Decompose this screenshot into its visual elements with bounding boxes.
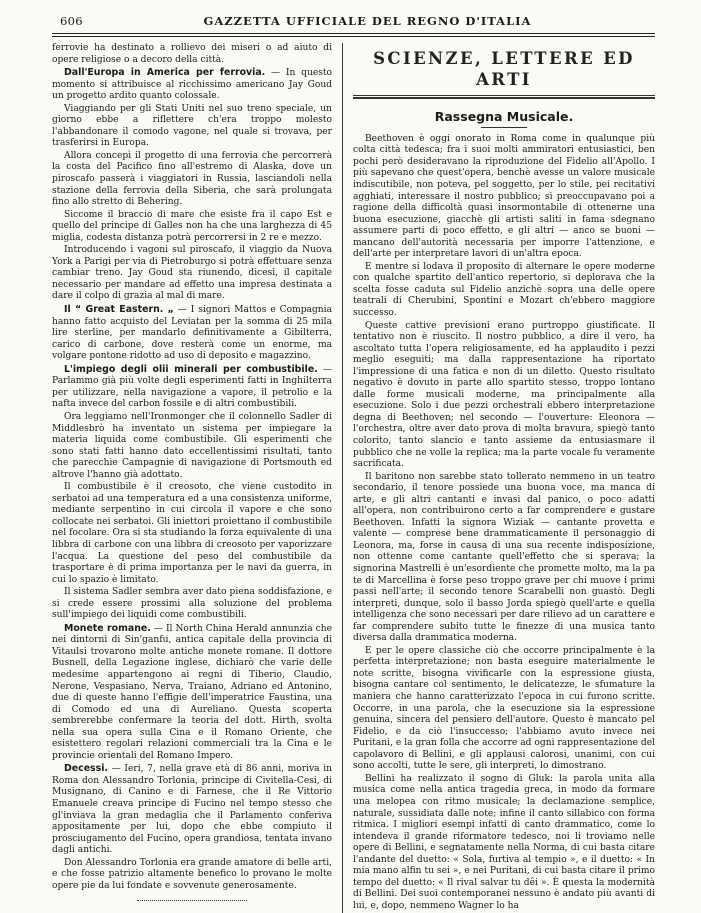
article-text: — Parlammo già più volte degli esperimenti fatti in Inghilterra per utilizzare, nella navigazione a vapore, il petrolio e la nafta invece del carbon fossile e di altri combustibili. xyxy=(52,364,332,410)
page-header xyxy=(52,14,655,28)
section-rule-thick xyxy=(353,97,655,99)
article-paragraph: E mentre si lodava il proposito di alternare le opere moderne con qualche spartito dell'antico repertorio, si deplorava che la scelta fosse caduta sul Fidelio anzichè sopra una delle opere teatrali di Cherubini, Spontini e Mozart ch'ebbero maggiore successo. xyxy=(353,261,655,318)
article-olii-p0 xyxy=(52,364,332,411)
article-paragraph: Allora concepì il progetto di una ferrovia che percorrerà la costa del Pacifico fino all'estremo di Alaska, dove un piroscafo passerà i viaggiatori in Russia, lasciandoli nella stazione della ferrovia della Siberia, che sarà prolungata fino allo stretto di Behering. xyxy=(52,150,332,208)
article-text: — In questo momento si attribuisce al ricchissimo americano Jay Goud un progetto ardito quanto colossale. xyxy=(52,68,332,102)
article-paragraph: Il combustibile è il creosoto, che viene custodito in serbatoi ad una temperatura ed a una consistenza uniforme, mediante serpentino in cui circola il vapore e che sono collocate nei serbatoi. Gli iniettori proiettano il combustibile nel focolare. Ora si sta studiando la forza equivalente di una libbra di carbone con una libbra di creosoto per vaporizzare l'acqua. La questione del peso del combustibile da trasportare è di prima importanza per le navi da guerra, in cui lo spazio è limitato. xyxy=(52,482,332,585)
article-monete-p0 xyxy=(52,623,332,763)
article-text: — Il North China Herald annunzia che nei dintorni di Sin'ganfu, antica capitale della provincia di Vitaulsi trovarono molte antiche monete romane. Il dottore Busnell, della Legazione inglese, dichiarò che varie delle medesime appartengono ai regni di Tiberio, Claudio, Nerone, Vespasiano, Nerva, Traiano, Adriano ed Antonino, due di queste hanno l'effigie dell'imperatrice Faustina, una di Comodo ed una di Aureliano. Questa scoperta sembrerebbe confermare la teoria del dott. Hirth, svolta nella sua opera sulla Cina e il Romano Oriente, che esistettero regolari relazioni commerciali tra la Cina e le provincie orientali del Romano Impero. xyxy=(52,623,332,761)
article-paragraph: Don Alessandro Torlonia era grande amatore di belle arti, e che fosse patrizio altamente benefico lo provano le molte opere pie da lui fondate e sovvenute generosamente. xyxy=(52,857,332,891)
article-heading-decessi: Decessi. xyxy=(64,763,108,775)
article-great-eastern-p0 xyxy=(52,304,332,363)
intro-fragment: ferrovie ha destinato a rollievo dei miseri o ad aiuto di opere religiose o a decoro della città. xyxy=(52,43,332,65)
article-title: Rassegna Musicale. xyxy=(434,108,574,124)
article-paragraph: Bellini ha realizzato il sogno di Gluk: la parola unita alla musica come nella antica tragedia greca, in modo da formare una melopea con ritmo musicale; la declamazione semplice, naturale, sussidiata dalle note; infine il canto sillabico con forma ritmica. I migliori esempi infatti di canto drammatico, come lo intendeva il grande riformatore tedesco, noi li troviamo nelle opere di Bellini, e segnatamente nella Norma, di cui basta citare l'andante del duetto: « Sola, furtiva al tempio », e il duetto: « In mia mano alfin tu sei », e nei Puritani, di cui basta citare il primo tempo del duetto: « Il rival salvar tu dêi ». È questa la modernità di Bellini. Dei suoi contemporanei nessuno è andato più avanti di lui, e, dopo, nemmeno Wagner lo ha xyxy=(353,773,655,911)
article-paragraph: Beethoven è oggi onorato in Roma come in qualunque più colta città tedesca; fra i suoi molti ammiratori entusiastici, ben pochi però desideravano la riproduzione del Fidelio all'Apollo. I più sapevano che quest'opera, benchè avesse un valore musicale indiscutibile, non poteva, pel soggetto, per lo stile, pei recitativi agghiati, interessare il nostro pubblico; si preoccupavano poi a ragione della difficoltà quasi insormontabile di ottenerne una buona esecuzione, giacchè gli artisti saliti in fama sdegnano assumere parti di poco effetto, e gli altri — anco se buoni — mancano dell'autorità necessaria per imporre l'attenzione, e dell'arte per interpretare lavori di un'altra epoca. xyxy=(353,133,655,260)
article-text: — I signori Mattos e Compagnia hanno fatto acquisto del Leviatan per la somma di 25 mila lire sterline, per mandarlo definitivamente a Gibilterra, carico di carbone, dove resterà come un enorme, ma volgare pontone ridotto ad uso di deposito e magazzino. xyxy=(52,305,332,362)
article-paragraph: Viaggiando per gli Stati Uniti nel suo treno speciale, un giorno ebbe a riflettere ch'era troppo molesto l'abbandonare il comodo vagone, nel quale si trovava, per trasferirsi in Europa. xyxy=(52,103,332,149)
header-rule-thin xyxy=(52,36,655,37)
section-title: SCIENZE, LETTERE ED ARTI xyxy=(373,49,635,89)
article-europa-p0 xyxy=(52,67,332,103)
article-paragraph: Il baritono non sarebbe stato tollerato nemmeno in un teatro secondario, il tenore possiede una buona voce, ma manca di arte, e gli altri cantanti e invasi dal panico, o poco adatti all'opera, non contribuirono certo a far comprendere e gustare Beethoven. Infatti la signora Wiziak — cantante provetta e valente — comprese bene drammaticamente il personaggio di Leonora, ma, forse in causa di una sua recente indisposizione, non ottenne come cantante quell'effetto che si sperava; la signorina Mastrelli è un'esordiente che promette molto, ma la pa te di Marcellina è forse peso troppo grave per chi muove i primi passi nell'arte; il secondo tenore Scarabelli non guastò. Degli interpreti, dunque, solo il basso Jorda spiegò quell'arte e quella intelligenza che sono necessari per dare rilievo ad un carattere e far comprendere subito tutte le finezze di una musica tanto diversa dalla drammatica moderna. xyxy=(353,471,655,644)
columns xyxy=(52,43,655,913)
article-decessi-p0 xyxy=(52,763,332,856)
article-heading-europa: Dall'Europa in America per ferrovia. xyxy=(64,67,266,79)
masthead-title: GAZZETTA UFFICIALE DEL REGNO D'ITALIA xyxy=(203,14,532,28)
title-underline xyxy=(481,127,527,128)
article-paragraph: Introducendo i vagoni sul piroscafo, il viaggio da Nuova York a Parigi per via di Pietroburgo si potrà effettuare senza cambiar treno. Jay Goud sta riunendo, dicesi, il capitale necessario per mandare ad effetto una impresa destinata a dare il colpo di grazia al mal di mare. xyxy=(52,245,332,302)
page-number: 606 xyxy=(60,14,83,28)
article-paragraph: Siccome il braccio di mare che esiste fra il capo Est e quello del principe di Galles non ha che una larghezza di 45 miglia, codesta distanza potrà percorrersi in 2 re e mezzo. xyxy=(52,209,332,243)
article-paragraph: Queste cattive previsioni erano purtroppo giustificate. Il tentativo non è riuscito. Il nostro pubblico, a dire il vero, ha ascoltato tutta l'opera religiosamente, ed ha applaudito i pezzi meglio eseguiti; ma dalla rappresentazione ha riportato l'impressione di una fatica e non di un diletto. Questo risultato negativo è dovuto in parte allo spartito stesso, troppo lontano dalle forme musicali moderne, ma principalmente alla esecuzione. Solo i due pezzi orchestrali ebbero interpretazione degna di Beethoven; nel secondo — l'ouverture: Eleonora — l'orchestra, oltre aver dato prova di molta bravura, spiegò tanto colorito, tanto slancio e tanto assieme da entusiasmare il pubblico che ne volle la replica; ma la parte vocale fu veramente sacrificata. xyxy=(353,320,655,470)
right-column xyxy=(342,43,655,913)
header-rule xyxy=(52,33,655,34)
article-heading-great-eastern: Il “ Great Eastern. „ xyxy=(64,304,174,316)
article-paragraph: Il sistema Sadler sembra aver dato piena soddisfazione, e si crede essere prossimi alla soluzione del problema sull'impiego dei liquidi come combustibili. xyxy=(52,587,332,621)
end-divider xyxy=(137,900,247,901)
article-heading-olii: L'impiego degli olii minerali per combustibile. xyxy=(64,363,318,375)
left-column xyxy=(52,43,342,913)
article-paragraph: E per le opere classiche ciò che occorre principalmente è la perfetta interpretazione; non basta eseguire materialmente le note scritte, bisogna vivificarle con la espressione giusta, bisogna cantare col sentimento, le delicatezze, le sfumature la maniera che hanno caratterizzato l'epoca in cui furono scritte. Occorre, in una parola, che la esecuzione sia la espressione genuina, sincera del pensiero dell'autore. Questo è mancato pel Fidelio, e da ciò l'insuccesso; l'abbiamo avuto invece nei Puritani, e la gran folla che accorre ad ogni rappresentazione del capolavoro di Bellini, e gli applausi calorosi, unanimi, con cui sono accolti, tutte le sere, gli interpreti, lo dimostrano. xyxy=(353,645,655,772)
article-paragraph: Ora leggiamo nell'Ironmonger che il colonnello Sadler di Middlesbrò ha inventato un sistema per impiegare la materia liquida come combustibile. Gli esperimenti che sono stati fatti hanno dato eccellentissimi risultati, tanto che parecchie Campagnie di navigazione di Portsmouth ed altrove l'hanno già adottato. xyxy=(52,411,332,480)
article-heading-monete: Monete romane. xyxy=(64,622,151,634)
section-rule xyxy=(353,95,655,96)
article-text: — Ieri, 7, nella grave età di 86 anni, moriva in Roma don Alessandro Torlonia, principe di Civitella-Cesi, di Musignano, di Canino e di Farnese, che il Re Vittorio Emanuele creava principe di Fucino nel tempo stesso che gl'inviava la gran medaglia che il Parlamento conferiva appositamente per lui, dopo che ebbe compiuto il prosciugamento del Fucino, opera grandiosa, tentata invano dagli antichi. xyxy=(52,764,332,856)
